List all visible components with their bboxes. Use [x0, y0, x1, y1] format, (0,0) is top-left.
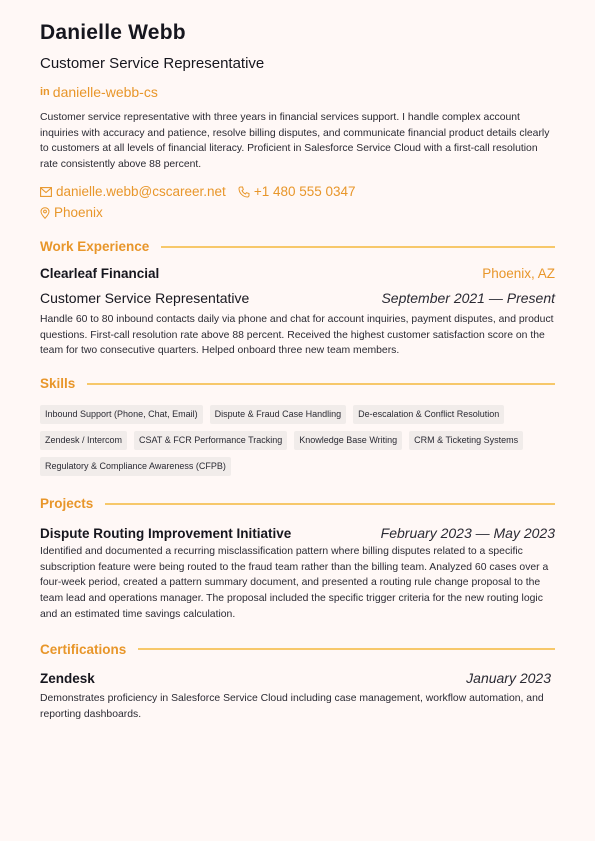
phone-icon — [238, 186, 250, 198]
certification-date: January 2023 — [466, 670, 551, 687]
location-item — [40, 203, 103, 223]
location-text: Phoenix — [54, 205, 103, 221]
candidate-title: Customer Service Representative — [40, 55, 265, 72]
work-role: Customer Service Representative — [40, 289, 250, 306]
section-certifications-title: Certifications — [40, 641, 127, 657]
section-divider — [87, 383, 555, 385]
skill-chip: Knowledge Base Writing — [294, 431, 402, 450]
section-divider — [138, 648, 555, 650]
project-description: Identified and documented a recurring misclassification pattern where billing disputes related to a specific subscription feature were being routed to the fraud team rather than the billing team. Analyzed 60 cases over a four-week period, created a pattern summary document, and presented a routing rule change proposal to the team lead and operations manager. The proposal included the specific trigger criteria for the new routing logic and an estimated time savings calculation. — [40, 545, 549, 620]
work-dates: September 2021 — Present — [381, 289, 555, 306]
work-location: Phoenix, AZ — [482, 265, 555, 281]
project-dates: February 2023 — May 2023 — [380, 524, 555, 541]
project-entry — [40, 525, 555, 623]
certification-name: Zendesk — [40, 671, 95, 687]
map-pin-icon — [40, 207, 50, 219]
candidate-name: Danielle Webb — [40, 21, 186, 44]
section-divider — [105, 503, 555, 505]
certification-entry — [40, 670, 555, 722]
skill-chip: Regulatory & Compliance Awareness (CFPB) — [40, 457, 231, 476]
work-entry — [40, 266, 555, 359]
phone-link[interactable] — [238, 182, 356, 202]
certification-description: Demonstrates proficiency in Salesforce Service Cloud including case management, workflow automation, and reporting dashboards. — [40, 693, 544, 721]
section-skills-header — [40, 375, 555, 393]
linkedin-link[interactable] — [40, 84, 555, 100]
skill-chip: CSAT & FCR Performance Tracking — [134, 431, 287, 450]
skill-chip: Dispute & Fraud Case Handling — [210, 405, 347, 424]
skill-chip: CRM & Ticketing Systems — [409, 431, 523, 450]
section-projects-header — [40, 495, 555, 513]
work-description: Handle 60 to 80 inbound contacts daily via phone and chat for account inquiries, payment disputes, and product questions. First-call resolution rate above 88 percent. Received the highest customer satisfaction score on the team for two consecutive quarters. Helped onboard three new team members. — [40, 313, 554, 357]
section-skills-title: Skills — [40, 376, 76, 392]
skill-chip: Inbound Support (Phone, Chat, Email) — [40, 405, 203, 424]
envelope-icon — [40, 187, 52, 197]
skill-chip: Zendesk / Intercom — [40, 431, 127, 450]
section-work-title: Work Experience — [40, 239, 150, 255]
skill-chip: De-escalation & Conflict Resolution — [353, 405, 504, 424]
phone-text: +1 480 555 0347 — [253, 184, 356, 200]
section-projects-title: Projects — [40, 496, 94, 512]
email-text: danielle.webb@cscareer.net — [56, 184, 226, 200]
resume-page — [40, 20, 555, 723]
skills-list — [40, 405, 555, 483]
email-link[interactable] — [40, 182, 226, 202]
contact-info — [40, 182, 555, 224]
work-company: Clearleaf Financial — [40, 265, 160, 281]
summary-text: Customer service representative with three years in financial services support. I handle complex account inquiries with accuracy and patience, resolve billing disputes, and communicate financial product details clearly to customers at all levels of financial literacy. Proficient in Salesforce Service Cloud with a first-call resolution rate consistently above 88 percent. — [40, 112, 550, 171]
linkedin-icon: in — [40, 86, 50, 98]
project-name: Dispute Routing Improvement Initiative — [40, 525, 292, 541]
section-certifications-header — [40, 640, 555, 658]
linkedin-handle: danielle-webb-cs — [52, 84, 158, 100]
section-work-header — [40, 238, 555, 256]
section-divider — [161, 246, 555, 248]
